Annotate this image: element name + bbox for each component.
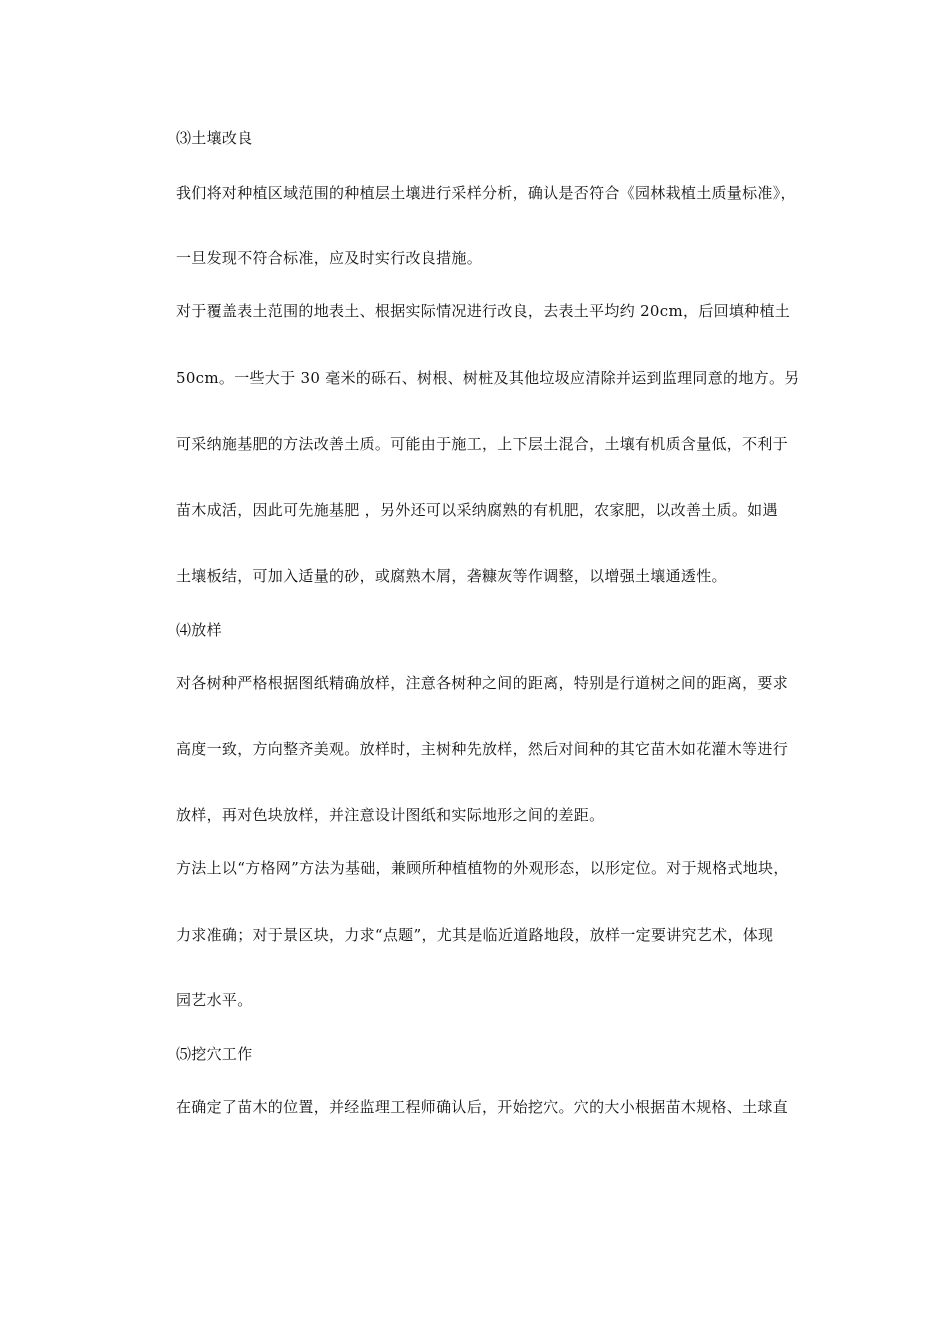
paragraph-line: 50cm。一些大于 30 毫米的砾石、树根、树桩及其他垃圾应清除并运到监理同意的地方。另 [176,369,800,387]
paragraph-line: 力求准确；对于景区块，力求“点题”，尤其是临近道路地段，放样一定要讲究艺术，体现 [176,926,774,944]
paragraph-line: 一旦发现不符合标准，应及时实行改良措施。 [176,249,483,267]
paragraph-line: 园艺水平。 [176,991,253,1009]
paragraph-line: 对于覆盖表土范围的地表土、根据实际情况进行改良，去表土平均约 20cm，后回填种植土 [176,302,791,320]
paragraph-line: 苗木成活，因此可先施基肥 ，另外还可以采纳腐熟的有机肥，农家肥，以改善土质。如遇 [176,501,778,519]
heading-layout: ⑷放样 [176,621,222,639]
paragraph-line: 可采纳施基肥的方法改善土质。可能由于施工，上下层土混合，土壤有机质含量低，不利于 [176,435,789,453]
paragraph-line: 我们将对种植区域范围的种植层土壤进行采样分析，确认是否符合《园林栽植土质量标准》， [176,184,796,202]
heading-soil-improvement: ⑶土壤改良 [176,129,253,147]
paragraph-line: 高度一致，方向整齐美观。放样时，主树种先放样，然后对间种的其它苗木如花灌木等进行 [176,740,789,758]
heading-digging: ⑸挖穴工作 [176,1045,253,1063]
paragraph-line: 放样，再对色块放样，并注意设计图纸和实际地形之间的差距。 [176,806,605,824]
paragraph-line: 方法上以“方格网”方法为基础，兼顾所种植植物的外观形态，以形定位。对于规格式地块， [176,859,789,877]
paragraph-line: 土壤板结，可加入适量的砂，或腐熟木屑，砻糠灰等作调整，以增强土壤通透性。 [176,567,727,585]
paragraph-line: 在确定了苗木的位置，并经监理工程师确认后，开始挖穴。穴的大小根据苗木规格、土球直 [176,1098,789,1116]
paragraph-line: 对各树种严格根据图纸精确放样，注意各树种之间的距离，特别是行道树之间的距离，要求 [176,674,789,692]
